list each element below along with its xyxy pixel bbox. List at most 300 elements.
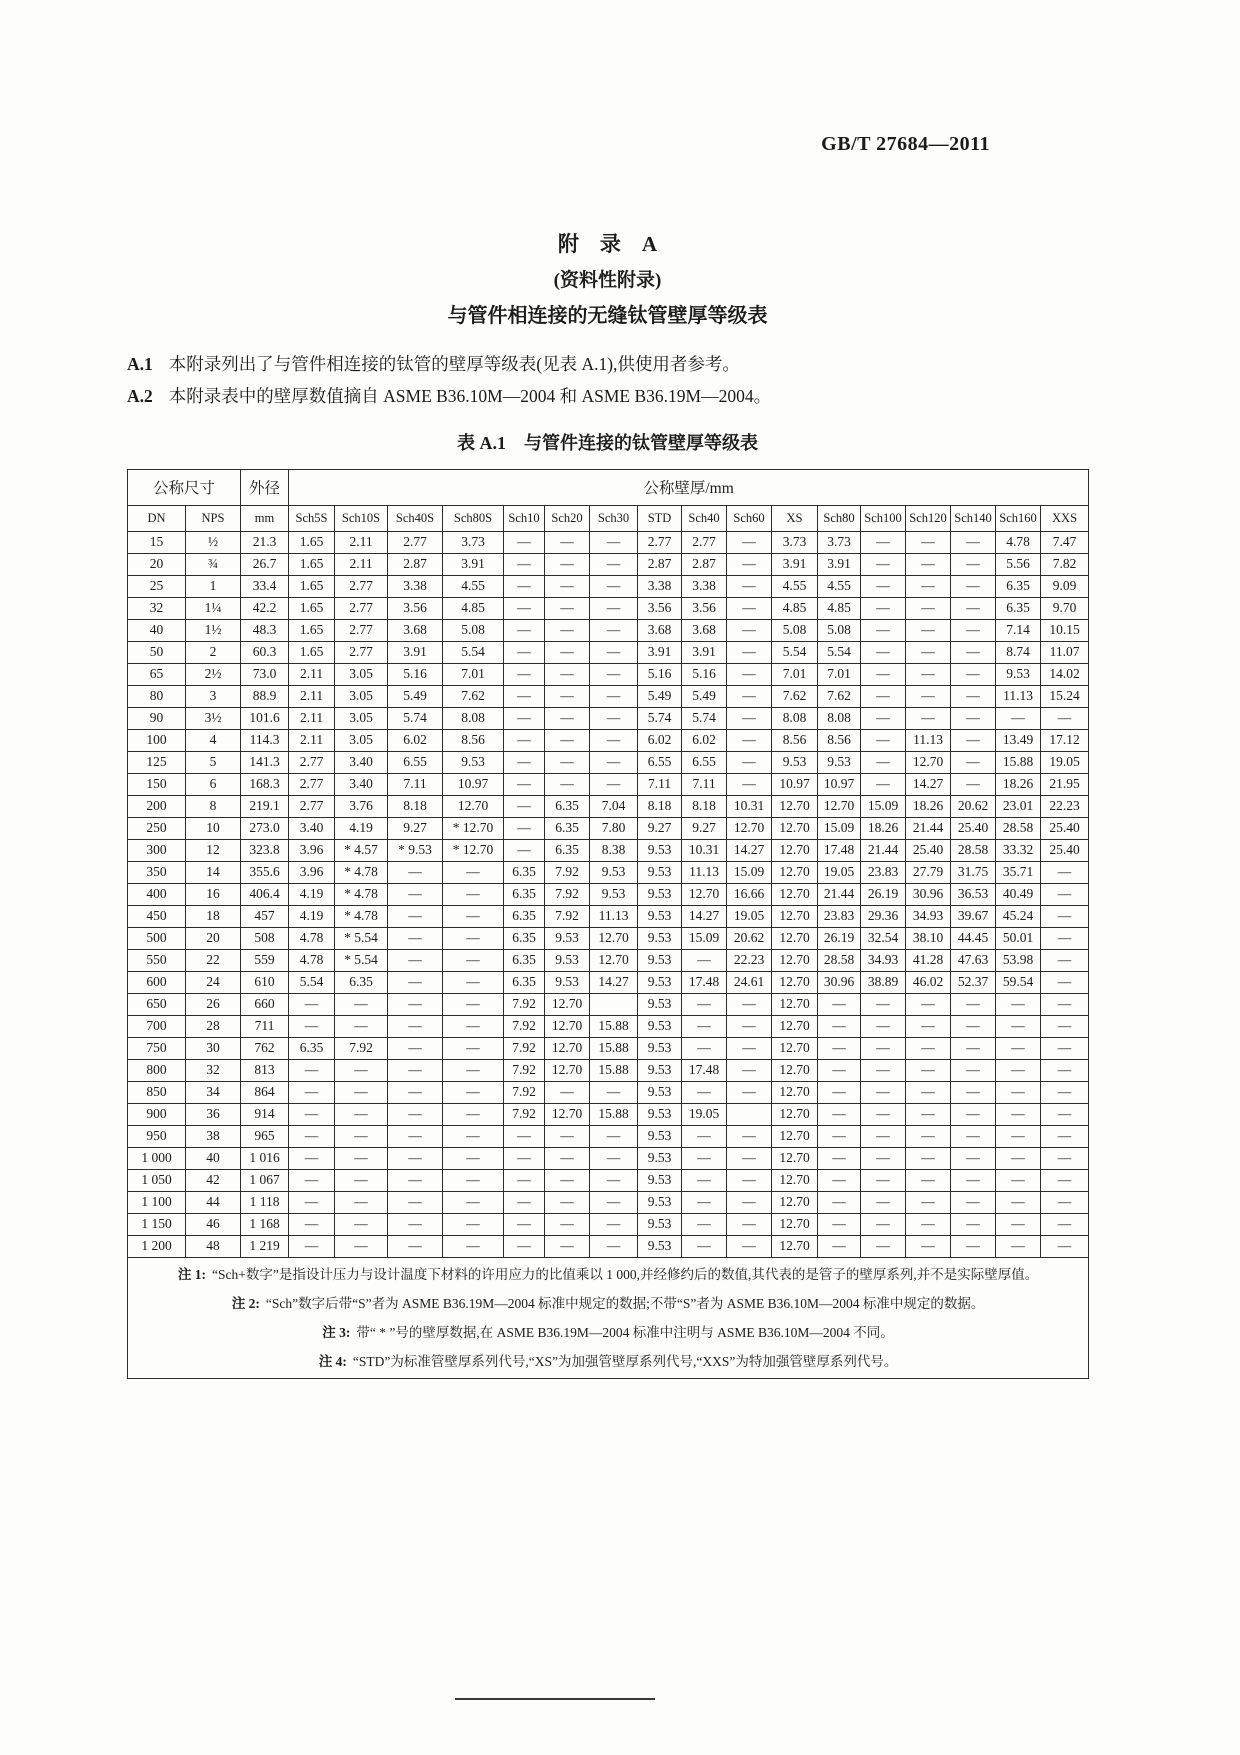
table-cell: 65	[128, 663, 186, 685]
table-cell: 2.77	[289, 751, 335, 773]
table-cell: 3.38	[388, 575, 443, 597]
table-cell: —	[545, 1213, 590, 1235]
table-cell: 3.76	[335, 795, 388, 817]
table-cell: 3.40	[289, 817, 335, 839]
table-cell: 6.55	[682, 751, 727, 773]
table-cell: —	[727, 1191, 772, 1213]
table-cell: 3.68	[638, 619, 682, 641]
note-label: 注 2:	[231, 1295, 260, 1311]
table-row	[128, 1235, 1089, 1257]
page-content	[127, 0, 1088, 1379]
table-cell: 850	[128, 1081, 186, 1103]
table-cell: —	[906, 553, 951, 575]
table-cell: 12.70	[772, 1235, 818, 1257]
table-body	[128, 531, 1089, 1257]
table-cell: —	[682, 993, 727, 1015]
table-cell: —	[861, 707, 906, 729]
table-cell: —	[906, 685, 951, 707]
table-cell: —	[818, 1235, 861, 1257]
table-cell: —	[861, 1081, 906, 1103]
table-cell: 6.35	[545, 817, 590, 839]
table-cell: —	[951, 1191, 996, 1213]
table-cell: —	[443, 905, 504, 927]
table-cell: —	[951, 773, 996, 795]
table-cell: 48.3	[241, 619, 289, 641]
table-cell: 3.91	[682, 641, 727, 663]
table-cell: —	[545, 663, 590, 685]
table-cell: 2½	[186, 663, 241, 685]
table-cell: 813	[241, 1059, 289, 1081]
table-cell: —	[951, 663, 996, 685]
table-cell: —	[818, 1037, 861, 1059]
appendix-title: 附 录 A	[557, 232, 658, 256]
table-cell: 6.35	[335, 971, 388, 993]
table-cell: —	[906, 1235, 951, 1257]
table-cell: —	[1041, 1191, 1089, 1213]
table-cell: —	[289, 1015, 335, 1037]
table-cell: —	[1041, 861, 1089, 883]
table-cell: —	[545, 575, 590, 597]
table-cell: 3.05	[335, 729, 388, 751]
table-cell: 450	[128, 905, 186, 927]
table-cell: 11.13	[590, 905, 638, 927]
table-cell: 28	[186, 1015, 241, 1037]
table-cell: * 12.70	[443, 817, 504, 839]
table-row	[128, 861, 1089, 883]
table-cell: 15.88	[590, 1059, 638, 1081]
table-cell: 6.35	[504, 861, 545, 883]
table-cell: 9.53	[638, 971, 682, 993]
table-cell: —	[388, 1037, 443, 1059]
table-cell: 6.35	[289, 1037, 335, 1059]
table-cell: —	[727, 1081, 772, 1103]
table-cell: 12.70	[772, 883, 818, 905]
table-cell: —	[504, 1125, 545, 1147]
table-cell: 8.08	[818, 707, 861, 729]
standard-number: GB/T 27684—2011	[821, 133, 990, 155]
table-cell: 1 100	[128, 1191, 186, 1213]
table-cell: 6.02	[388, 729, 443, 751]
table-cell: 32	[128, 597, 186, 619]
table-cell: —	[727, 1125, 772, 1147]
table-cell: —	[861, 1059, 906, 1081]
table-cell: 38	[186, 1125, 241, 1147]
table-cell: 1½	[186, 619, 241, 641]
table-cell: 200	[128, 795, 186, 817]
table-cell: —	[1041, 1059, 1089, 1081]
table-cell: 23.83	[818, 905, 861, 927]
table-cell: —	[388, 861, 443, 883]
table-cell: —	[861, 729, 906, 751]
table-cell: 2.11	[335, 553, 388, 575]
table-cell: 13.49	[996, 729, 1041, 751]
table-cell: 14	[186, 861, 241, 883]
table-cell: 36	[186, 1103, 241, 1125]
paragraph-label: A.1	[127, 354, 153, 374]
table-cell: 1 150	[128, 1213, 186, 1235]
table-cell: 2.77	[335, 575, 388, 597]
table-cell: 9.53	[638, 883, 682, 905]
paragraph-label: A.2	[127, 386, 153, 407]
table-cell: 33.4	[241, 575, 289, 597]
table-cell: 711	[241, 1015, 289, 1037]
table-cell: 4.55	[443, 575, 504, 597]
table-cell: —	[1041, 971, 1089, 993]
note-text: “Sch+数字”是指设计压力与设计温度下材料的许用应力的比值乘以 1 000,并经修约后的数值,其代表的是管子的壁厚系列,并不是实际壁厚值。	[211, 1266, 1039, 1282]
table-cell: —	[1041, 1213, 1089, 1235]
table-cell: 1 118	[241, 1191, 289, 1213]
column-header: Sch80	[818, 505, 861, 531]
table-cell: 2.77	[682, 531, 727, 553]
note-text: 带“ * ”号的壁厚数据,在 ASME B36.19M—2004 标准中注明与 ASME B36.10M—2004 不同。	[356, 1324, 894, 1340]
table-cell: 18.26	[861, 817, 906, 839]
table-cell: 5.16	[638, 663, 682, 685]
table-row	[128, 927, 1089, 949]
table-cell: —	[388, 993, 443, 1015]
table-cell: 4.85	[443, 597, 504, 619]
table-cell: —	[818, 1015, 861, 1037]
table-cell: 5.49	[682, 685, 727, 707]
table-cell: 14.27	[590, 971, 638, 993]
table-cell: —	[590, 1081, 638, 1103]
table-cell: 4.55	[772, 575, 818, 597]
table-cell: —	[545, 685, 590, 707]
table-cell: —	[504, 531, 545, 553]
table-cell: —	[861, 1191, 906, 1213]
table-cell: —	[504, 707, 545, 729]
table-cell: —	[861, 619, 906, 641]
note-text: “STD”为标准管壁厚系列代号,“XS”为加强管壁厚系列代号,“XXS”为特加强管壁厚系列代号。	[352, 1353, 898, 1369]
table-cell: 3.56	[638, 597, 682, 619]
table-cell: —	[590, 729, 638, 751]
table-cell: —	[545, 1147, 590, 1169]
column-header: Sch80S	[443, 505, 504, 531]
table-cell: —	[443, 949, 504, 971]
table-cell: 1 016	[241, 1147, 289, 1169]
table-cell: 125	[128, 751, 186, 773]
table-cell: —	[951, 1169, 996, 1191]
table-caption: 表 A.1 与管件连接的钛管壁厚等级表	[457, 432, 758, 453]
table-cell: —	[1041, 1037, 1089, 1059]
table-cell: 3.56	[682, 597, 727, 619]
table-cell: —	[289, 1147, 335, 1169]
table-cell: 20	[128, 553, 186, 575]
table-cell: 9.53	[772, 751, 818, 773]
table-cell: 1.65	[289, 619, 335, 641]
table-cell: * 5.54	[335, 927, 388, 949]
table-cell: —	[951, 1015, 996, 1037]
table-cell: 24	[186, 971, 241, 993]
table-cell: 12.70	[772, 795, 818, 817]
table-cell: 9.53	[638, 1059, 682, 1081]
table-cell: —	[545, 531, 590, 553]
table-cell: 9.53	[638, 905, 682, 927]
table-cell: —	[951, 1103, 996, 1125]
table-cell: —	[727, 707, 772, 729]
table-cell: 7.92	[545, 905, 590, 927]
table-cell: —	[590, 531, 638, 553]
table-cell: —	[504, 773, 545, 795]
table-cell: 3.96	[289, 839, 335, 861]
table-cell: 32.54	[861, 927, 906, 949]
table-cell: —	[996, 1191, 1041, 1213]
table-cell: 2.77	[638, 531, 682, 553]
table-cell: 12.70	[772, 817, 818, 839]
table-cell: 9.53	[638, 861, 682, 883]
table-cell: —	[861, 773, 906, 795]
table-cell: —	[951, 641, 996, 663]
table-cell: 7.92	[545, 861, 590, 883]
table-cell: —	[289, 1081, 335, 1103]
table-cell: 35.71	[996, 861, 1041, 883]
table-cell: 12.70	[772, 1169, 818, 1191]
table-cell: —	[590, 773, 638, 795]
table-cell: 7.01	[818, 663, 861, 685]
table-cell: 900	[128, 1103, 186, 1125]
table-cell: 9.53	[638, 927, 682, 949]
table-cell: 17.12	[1041, 729, 1089, 751]
table-cell: —	[1041, 1169, 1089, 1191]
table-cell: 45.24	[996, 905, 1041, 927]
table-cell: —	[504, 751, 545, 773]
table-cell: —	[682, 1169, 727, 1191]
table-cell: 7.04	[590, 795, 638, 817]
table-cell: —	[504, 1147, 545, 1169]
table-cell: —	[545, 729, 590, 751]
table-cell: —	[388, 905, 443, 927]
table-cell: —	[906, 1015, 951, 1037]
table-note	[128, 1348, 1088, 1375]
table-cell: 25.40	[906, 839, 951, 861]
table-row	[128, 663, 1089, 685]
table-cell: 18.26	[906, 795, 951, 817]
table-cell: 2	[186, 641, 241, 663]
table-cell: 559	[241, 949, 289, 971]
table-cell: —	[861, 751, 906, 773]
table-cell: 9.27	[682, 817, 727, 839]
column-header: Sch40	[682, 505, 727, 531]
table-cell: —	[443, 1147, 504, 1169]
note-label: 注 4:	[318, 1353, 347, 1369]
table-cell: 20	[186, 927, 241, 949]
table-row	[128, 597, 1089, 619]
table-cell: —	[1041, 1081, 1089, 1103]
table-note	[128, 1319, 1088, 1346]
table-cell: —	[443, 1169, 504, 1191]
table-cell: —	[443, 1235, 504, 1257]
table-cell: —	[727, 773, 772, 795]
table-cell: —	[590, 619, 638, 641]
table-cell: —	[1041, 1103, 1089, 1125]
table-cell: 550	[128, 949, 186, 971]
table-cell: 15.24	[1041, 685, 1089, 707]
table-cell: 7.92	[504, 1015, 545, 1037]
table-cell: —	[443, 927, 504, 949]
table-cell: —	[590, 1213, 638, 1235]
table-cell: —	[545, 553, 590, 575]
table-cell: 5.49	[638, 685, 682, 707]
table-cell: 15.88	[590, 1103, 638, 1125]
table-cell: 965	[241, 1125, 289, 1147]
table-cell: 9.53	[545, 971, 590, 993]
table-cell: —	[443, 1081, 504, 1103]
table-cell: 9.09	[1041, 575, 1089, 597]
table-cell: 73.0	[241, 663, 289, 685]
table-cell: 16	[186, 883, 241, 905]
table-cell: —	[504, 817, 545, 839]
table-cell: 22	[186, 949, 241, 971]
table-cell: —	[335, 1125, 388, 1147]
table-cell: 50	[128, 641, 186, 663]
table-cell: 7.01	[772, 663, 818, 685]
table-cell: 101.6	[241, 707, 289, 729]
table-cell: —	[590, 597, 638, 619]
table-cell: 1 050	[128, 1169, 186, 1191]
paragraph-a2	[127, 380, 1088, 412]
table-cell: —	[590, 641, 638, 663]
table-cell: 59.54	[996, 971, 1041, 993]
table-cell: 5.16	[682, 663, 727, 685]
header-nominal-size: 公称尺寸	[128, 469, 241, 505]
table-cell: 914	[241, 1103, 289, 1125]
table-cell: 10	[186, 817, 241, 839]
table-cell: 8.56	[443, 729, 504, 751]
table-cell: —	[951, 993, 996, 1015]
table-cell: —	[443, 1037, 504, 1059]
table-cell: —	[818, 1081, 861, 1103]
note-label: 注 1:	[177, 1266, 206, 1282]
table-cell: 32	[186, 1059, 241, 1081]
column-header: STD	[638, 505, 682, 531]
table-cell: —	[951, 1213, 996, 1235]
table-cell: 42.2	[241, 597, 289, 619]
table-cell: —	[951, 1081, 996, 1103]
table-cell: —	[1041, 1015, 1089, 1037]
table-cell: —	[289, 1235, 335, 1257]
table-cell: 7.01	[443, 663, 504, 685]
table-cell: ½	[186, 531, 241, 553]
column-header: Sch10	[504, 505, 545, 531]
table-cell: —	[443, 1191, 504, 1213]
table-cell: 30.96	[906, 883, 951, 905]
table-cell: 3.38	[638, 575, 682, 597]
table-cell: 12.70	[772, 1037, 818, 1059]
table-cell: 9.53	[638, 839, 682, 861]
table-row	[128, 971, 1089, 993]
table-cell: 9.53	[996, 663, 1041, 685]
table-cell: —	[727, 729, 772, 751]
table-cell: —	[951, 553, 996, 575]
table-cell: —	[335, 993, 388, 1015]
table-cell: —	[861, 1015, 906, 1037]
table-cell: 3.91	[638, 641, 682, 663]
table-cell: 8.56	[818, 729, 861, 751]
table-cell: 12.70	[772, 861, 818, 883]
table-cell: 660	[241, 993, 289, 1015]
body-paragraphs	[127, 348, 1088, 413]
table-cell: —	[388, 949, 443, 971]
table-cell: 9.53	[443, 751, 504, 773]
table-cell: 34.93	[861, 949, 906, 971]
table-cell: 6.35	[504, 883, 545, 905]
table-cell: —	[388, 927, 443, 949]
table-cell: 1.65	[289, 575, 335, 597]
column-header: Sch30	[590, 505, 638, 531]
column-header: mm	[241, 505, 289, 531]
table-cell: 7.11	[388, 773, 443, 795]
table-cell: —	[504, 553, 545, 575]
table-cell: 3.05	[335, 685, 388, 707]
table-cell: 12.70	[772, 927, 818, 949]
table-cell: —	[545, 597, 590, 619]
table-cell: —	[504, 641, 545, 663]
table-cell: 4.19	[335, 817, 388, 839]
table-cell: 7.62	[818, 685, 861, 707]
column-header: Sch120	[906, 505, 951, 531]
table-cell: 22.23	[727, 949, 772, 971]
table-cell: 5.54	[818, 641, 861, 663]
table-cell: 28.58	[818, 949, 861, 971]
table-cell: 36.53	[951, 883, 996, 905]
table-cell: 6.35	[504, 927, 545, 949]
table-cell: —	[388, 1015, 443, 1037]
table-cell: —	[590, 553, 638, 575]
table-cell: 9.53	[638, 1191, 682, 1213]
table-cell: —	[951, 751, 996, 773]
table-cell: 10.97	[443, 773, 504, 795]
table-cell: 18	[186, 905, 241, 927]
table-cell: —	[996, 1147, 1041, 1169]
column-header: Sch160	[996, 505, 1041, 531]
paragraph-text: 本附录列出了与管件相连接的钛管的壁厚等级表(见表 A.1),供使用者参考。	[168, 354, 740, 374]
table-cell: —	[906, 1169, 951, 1191]
table-cell: 3.40	[335, 773, 388, 795]
table-cell: 11.13	[996, 685, 1041, 707]
table-cell: 5.56	[996, 553, 1041, 575]
table-cell: —	[682, 1147, 727, 1169]
table-cell: —	[861, 993, 906, 1015]
table-cell: 1.65	[289, 531, 335, 553]
table-cell: —	[545, 619, 590, 641]
table-cell: 15.88	[590, 1037, 638, 1059]
table-cell: —	[996, 1213, 1041, 1235]
table-cell: —	[727, 575, 772, 597]
table-cell: 7.92	[504, 1081, 545, 1103]
table-row	[128, 1103, 1089, 1125]
table-cell: —	[545, 641, 590, 663]
table-cell: —	[1041, 1147, 1089, 1169]
table-cell: 350	[128, 861, 186, 883]
table-cell: 3.68	[388, 619, 443, 641]
table-cell: —	[590, 1147, 638, 1169]
table-cell: —	[443, 993, 504, 1015]
table-cell: 750	[128, 1037, 186, 1059]
table-cell: —	[388, 1103, 443, 1125]
table-cell: 219.1	[241, 795, 289, 817]
table-cell: —	[906, 619, 951, 641]
table-cell: 3.73	[772, 531, 818, 553]
table-cell: —	[727, 1037, 772, 1059]
table-cell: 5.54	[772, 641, 818, 663]
column-header: Sch60	[727, 505, 772, 531]
table-cell: 7.14	[996, 619, 1041, 641]
table-cell: 46	[186, 1213, 241, 1235]
appendix-subtitle: (资料性附录)	[553, 270, 662, 291]
table-cell: —	[951, 619, 996, 641]
table-cell: —	[545, 1191, 590, 1213]
table-row	[128, 1191, 1089, 1213]
table-cell: 355.6	[241, 861, 289, 883]
